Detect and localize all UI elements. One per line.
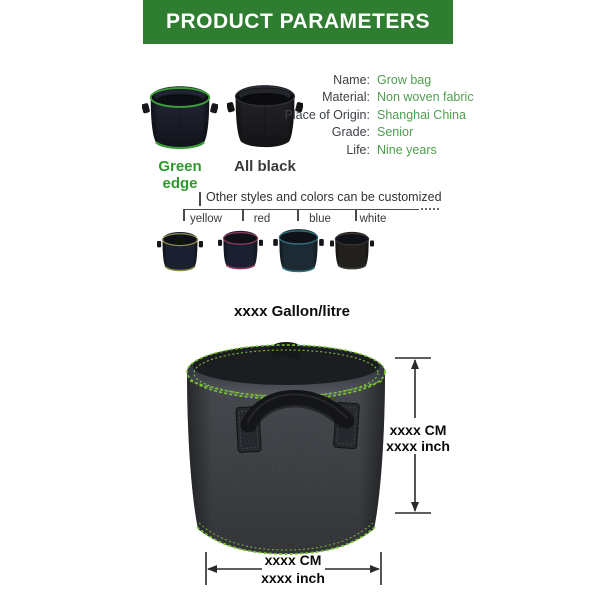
parameter-label: Name: <box>333 72 370 87</box>
arrow-right-icon <box>370 565 380 573</box>
parameter-label: Life: <box>346 142 370 157</box>
parameter-label: Material: <box>322 90 370 105</box>
option-label-white: white <box>359 213 387 225</box>
all-black-label: All black <box>234 158 296 175</box>
height-inch-value: xxxx inch <box>386 438 450 454</box>
parameter-label: Place of Origin: <box>284 107 370 122</box>
arrow-left-icon <box>207 565 217 573</box>
option-label-red: red <box>253 213 271 225</box>
height-cm-value: xxxx CM <box>389 422 447 438</box>
parameter-label: Grade: <box>331 125 370 140</box>
parameter-value: Non woven fabric <box>377 90 474 105</box>
arrow-down-icon <box>411 502 419 512</box>
width-cm-value: xxxx CM <box>264 552 322 568</box>
option-label-blue: blue <box>309 213 331 225</box>
width-inch-value: xxxx inch <box>261 570 325 586</box>
page-title: PRODUCT PARAMETERS <box>165 10 431 33</box>
parameter-value: Shanghai China <box>377 107 466 122</box>
customization-title: Other styles and colors can be customized <box>206 190 442 204</box>
parameter-value: Nine years <box>377 142 437 157</box>
parameter-value: Senior <box>377 125 414 140</box>
capacity-label: xxxx Gallon/litre <box>234 303 350 320</box>
height-dimension-text <box>386 422 450 454</box>
green-edge-label: Green edge <box>158 158 202 192</box>
parameter-value: Grow bag <box>377 72 432 87</box>
arrow-up-icon <box>411 359 419 369</box>
option-label-yellow: yellow <box>190 213 222 225</box>
